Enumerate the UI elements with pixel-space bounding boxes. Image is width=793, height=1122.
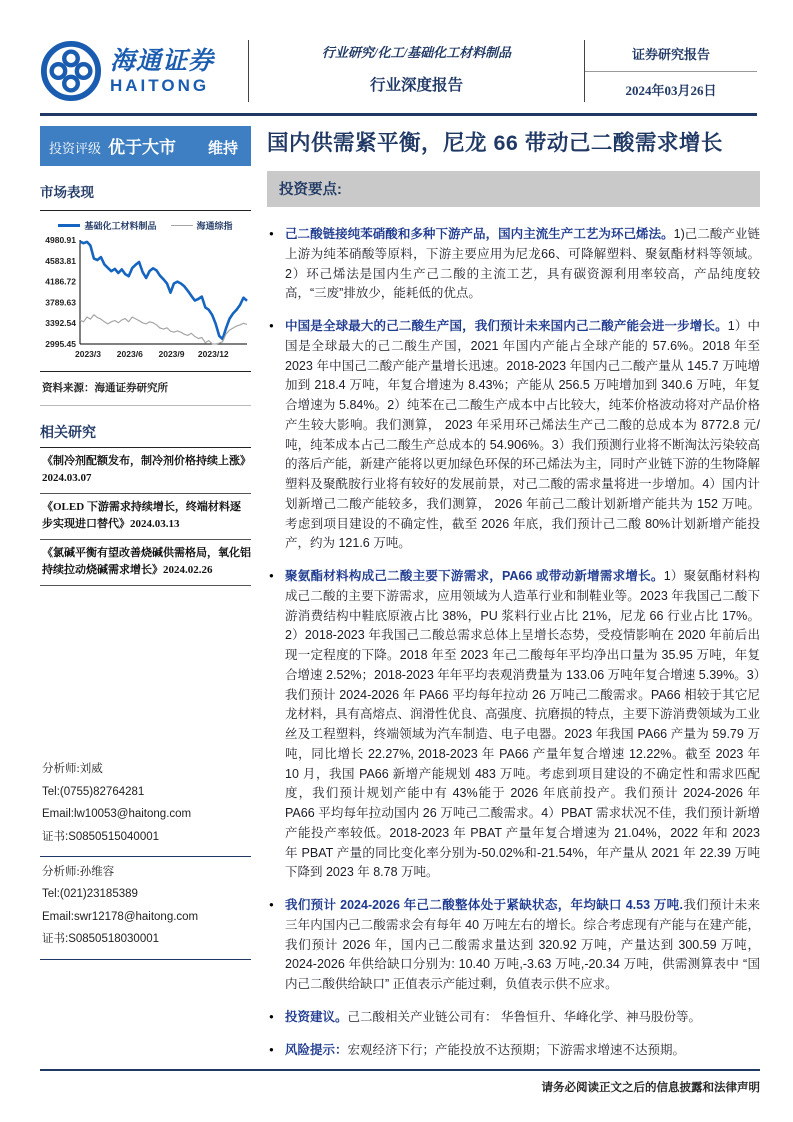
chart-legend xyxy=(40,219,251,232)
related-research-item[interactable]: 《制冷剂配额发布，制冷剂价格持续上涨》2024.03.07 xyxy=(40,448,251,494)
bullet-lead: 己二酸链接纯苯硝酸和多种下游产品，国内主流生产工艺为环己烯法。 xyxy=(285,227,674,242)
analyst-email: Email:lw10053@haitong.com xyxy=(42,808,192,821)
haitong-logo-icon xyxy=(40,40,102,102)
svg-text:2023/6: 2023/6 xyxy=(116,349,143,359)
footer-disclaimer: 请务必阅读正文之后的信息披露和法律声明 xyxy=(541,1082,760,1094)
legend-line-swatch xyxy=(58,224,80,227)
bullet-item xyxy=(267,1008,760,1028)
bullet-lead: 我们预计 2024-2026 年己二酸整体处于紧缺状态，年均缺口 4.53 万吨. xyxy=(285,898,683,913)
svg-text:3392.54: 3392.54 xyxy=(45,318,76,329)
bullet-lead: 聚氨酯材料构成己二酸主要下游需求，PA66 或带动新增需求增长。 xyxy=(285,569,664,584)
related-research-title: 相关研究 xyxy=(40,422,251,448)
svg-text:3789.63: 3789.63 xyxy=(45,297,76,308)
analyst-card xyxy=(40,857,251,960)
company-logo xyxy=(40,34,248,108)
bullet-item xyxy=(267,225,760,304)
bullet-item xyxy=(267,1041,760,1061)
logo-cn-name: 海通证券 xyxy=(110,47,215,75)
analyst-cert: 证书:S0850515040001 xyxy=(42,830,160,843)
svg-text:2023/12: 2023/12 xyxy=(197,349,229,359)
legend-item xyxy=(58,219,156,232)
related-research-item[interactable]: 《氯碱平衡有望改善烧碱供需格局，氧化铝持续拉动烧碱需求增长》2024.02.26 xyxy=(40,540,251,586)
market-rule xyxy=(40,210,251,211)
analyst-tel: Tel:(0755)82764281 xyxy=(42,785,145,798)
report-date: 2024年03月26日 xyxy=(625,83,717,98)
bullet-item xyxy=(267,567,760,883)
market-performance-chart-box xyxy=(40,219,251,367)
svg-text:2995.45: 2995.45 xyxy=(45,339,76,349)
analyst-name: 分析师:刘威 xyxy=(42,763,103,776)
left-sidebar xyxy=(40,126,251,1073)
chart-source-note: 资料来源：海通证券研究所 xyxy=(40,371,251,406)
market-performance-chart xyxy=(40,234,251,362)
market-performance-title: 市场表现 xyxy=(40,185,94,200)
analyst-name: 分析师:孙维容 xyxy=(42,865,115,878)
analysts-block xyxy=(40,754,251,959)
bullet-body: 我们预计未来三年内国内己二酸需求会有每年 40 万吨左右的增长。综合考虑现有产能与在建产能，我们预计 2026 年，国内己二酸需求量达到 320.92 万吨，产量达到 300.59 万吨，2024-2026 年供给缺口分别为: 10.40 万吨,-3.63 万吨,-20.34 万吨，供需测算表中 “国内己二酸供给缺口” 正值表示产能过剩，负值表示供不应求。 xyxy=(285,898,760,992)
logo-en-name: HAITONG xyxy=(110,75,210,95)
page-title: 国内供需紧平衡，尼龙 66 带动己二酸需求增长 xyxy=(267,131,723,155)
svg-text:2023/3: 2023/3 xyxy=(75,349,101,359)
report-type: 行业深度报告 xyxy=(369,77,463,94)
main-column xyxy=(267,126,760,1073)
bullet-body: 1）中国是全球最大的己二酸生产国，2021 年国内产能占全球产能的 57.6%。2018 年至 2023 年中国己二酸产能产量增长迅速。2018-2023 年国内己二酸产量从 145.7 万吨增加到 218.4 万吨，年复合增速为 8.43%；产能从 256.5 万吨增加到 340.6 万吨，年复合增速为 5.84%。2）纯苯在己二酸生产成本中占比较大，纯苯价格波动将对产品价格产生较大影响。我们测算， 2023 年采用环己烯法生产己二酸的总成本为 8772.8 元/吨，纯苯成本占己二酸生产总成本的 54.906%。3）我们预测行业将不断淘汰污染较高的落后产能，新建产能将以更加绿色环保的环己烯法为主，同时产业链下游的生物降解塑料及聚酰胺行业将有较好的发展前景，对己二酸的需求量将进一步增加。4）国内计划新增己二酸产能较多，我们测算， 2026 年前己二酸计划新增产能共为 152 万吨。考虑到项目建设的不确定性，截至 2026 年底，我们预计己二酸 80%计划新增产能投产，约为 121.6 万吨。 xyxy=(285,319,761,551)
svg-text:4186.72: 4186.72 xyxy=(45,276,76,287)
bullet-body: 宏观经济下行；产能投放不达预期；下游需求增速不达预期。 xyxy=(347,1042,686,1057)
legend-line-swatch xyxy=(171,225,193,226)
report-breadcrumb: 行业研究/化工/基础化工材料制品 xyxy=(321,45,512,60)
header-right xyxy=(585,34,757,108)
svg-text:4583.81: 4583.81 xyxy=(45,255,76,266)
bullet-body: 1)己二酸产业链上游为纯苯硝酸等原料，下游主要应用为尼龙66、可降解塑料、聚氨酯材料等领域。2）环己烯法是国内生产己二酸的主流工艺，具有碳资源利用率较高，产品纯度较高，“三废”排放少，能耗低的优点。 xyxy=(285,227,760,301)
key-points-list xyxy=(267,225,760,1060)
legend-label: 海通综指 xyxy=(196,221,233,231)
related-research-item[interactable]: 《OLED 下游需求持续增长，终端材料逐步实现进口替代》2024.03.13 xyxy=(40,494,251,540)
report-category: 证券研究报告 xyxy=(585,44,757,72)
analyst-card xyxy=(40,754,251,857)
analyst-email: Email:swr12178@haitong.com xyxy=(42,910,199,923)
analyst-cert: 证书:S0850518030001 xyxy=(42,933,160,946)
bullet-lead: 中国是全球最大的己二酸生产国，我们预计未来国内己二酸产能会进一步增长。 xyxy=(285,319,728,334)
rating-value: 优于大市 xyxy=(108,138,177,157)
rating-status: 维持 xyxy=(207,140,238,157)
bullet-body: 1）聚氨酯材料构成己二酸的主要下游需求，应用领域为人造革行业和制鞋业等。2023 年我国己二酸下游消费结构中鞋底原液占比 38%，PU 浆料行业占比 21%，尼龙 66 行业占比 17%。2）2018-2023 年我国己二酸总需求总体上呈增长态势，受疫情影响在 2020 年前后出现一定程度的下降。2018 年至 2023 年己二酸每年平均净出口量为 35.95 万吨，年复合增速 2.52%；2018-2023 年年平均表观消费量为 133.06 万吨年复合增速 5.39%。3）我们预计 2024-2026 年 PA66 平均每年拉动 26 万吨己二酸需求。PA66 相较于其它尼龙材料，具有高熔点、润滑性优良、高强度、抗磨损的特点，主要下游消费领域为工业丝及工程塑料，终端领域为汽车制造、电子电器。2023 年我国 PA66 产量为 59.79 万吨，同比增长 22.27%, 2018-2023 年 PA66 产量年复合增速 12.22%。截至 2023 年 10 月，我国 PA66 新增产能规划 483 万吨。考虑到项目建设的不确定性和需求匹配度，我们预计规划产能中有 43%能于 2026 年底前投产。我们预计 2024-2026 年 PA66 平均每年拉动国内 26 万吨己二酸需求。4）PBAT 需求状况不佳，我们预计新增产能投产率较低。2018-2023 年 PBAT 产量年复合增速为 21.04%，2022 年和 2023 年 PBAT 产量的同比变化率分别为-50.02%和-21.54%，年产量从 2021 年 22.39 万吨下降到 2023 年 8.78 万吨。 xyxy=(285,569,761,880)
rating-badge xyxy=(40,126,251,166)
legend-label: 基础化工材料制品 xyxy=(84,221,157,231)
bullet-body: 己二酸相关产业链公司有： 华鲁恒升、华峰化学、神马股份等。 xyxy=(347,1009,701,1024)
analyst-tel: Tel:(021)23185389 xyxy=(42,888,138,901)
bullet-lead: 风险提示： xyxy=(285,1042,348,1057)
rating-label: 投资评级 xyxy=(49,141,102,156)
header-center xyxy=(249,34,584,108)
related-research-list xyxy=(40,448,251,586)
page-footer xyxy=(40,1069,760,1096)
logo-text xyxy=(110,49,214,94)
bullet-item xyxy=(267,896,760,995)
key-points-bar xyxy=(267,171,760,207)
report-header xyxy=(40,34,757,108)
legend-item xyxy=(171,219,233,232)
bullet-item xyxy=(267,317,760,554)
key-points-label: 投资要点: xyxy=(279,182,342,199)
bullet-lead: 投资建议。 xyxy=(285,1009,348,1024)
svg-text:4980.91: 4980.91 xyxy=(45,235,76,245)
svg-text:2023/9: 2023/9 xyxy=(158,349,185,359)
